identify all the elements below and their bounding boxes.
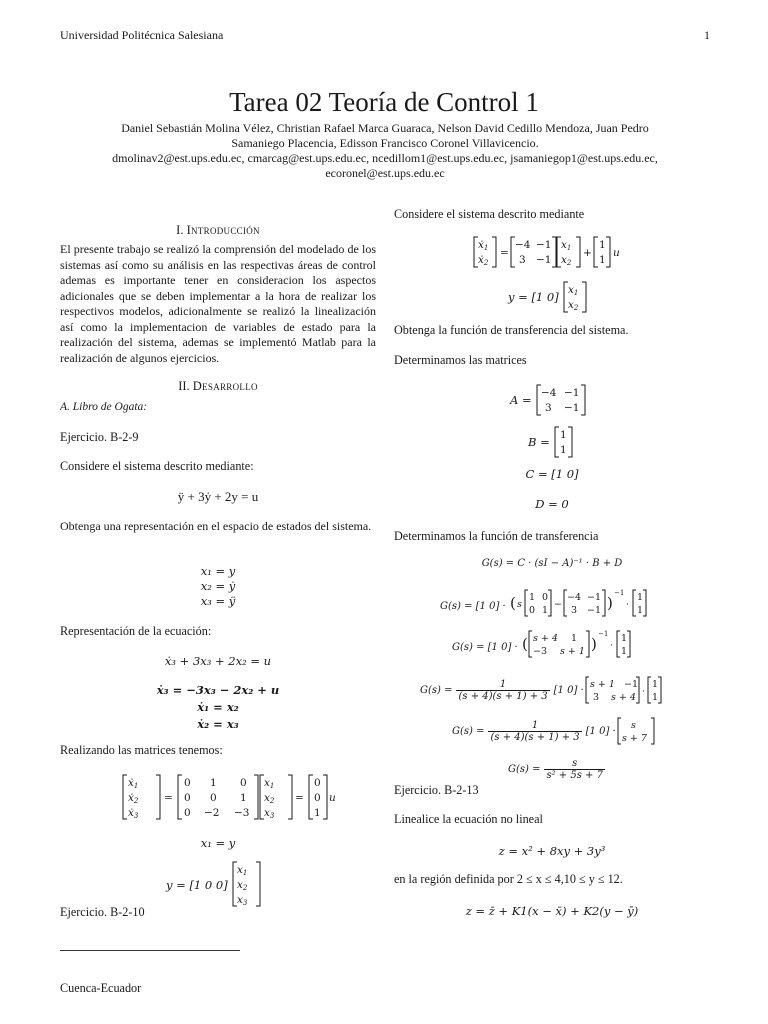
fraction-numerator: 1 (488, 720, 581, 732)
tf-step-1 (440, 586, 680, 620)
svg-text:·: · (625, 599, 629, 610)
body-text: Determinamos las matrices (394, 353, 527, 367)
state-space-matrix-equation (118, 772, 318, 822)
svg-text:=: = (164, 792, 173, 804)
matrix-d-definition: D = 0 (535, 497, 569, 511)
body-text: en la región definida por 2 ≤ x ≤ 4,10 ≤ y ≤ 12. (394, 872, 623, 886)
tf-step-4 (452, 714, 656, 748)
fraction-denominator: s² + 5s + 7 (546, 770, 603, 781)
svg-text:0: 0 (541, 592, 548, 603)
svg-text:0: 0 (184, 792, 191, 804)
section-number: I. (176, 223, 184, 237)
svg-text:−1: −1 (563, 387, 580, 399)
body-text: Realizando las matrices tenemos: (60, 743, 223, 757)
svg-text:1: 1 (651, 692, 658, 703)
svg-text:−: − (553, 599, 562, 610)
equation-prefix: G(s) = (508, 764, 541, 775)
svg-text:x2: x2 (236, 879, 248, 892)
ode-equation: ÿ + 3ẏ + 2y = u (177, 489, 259, 504)
tf-step-2 (452, 627, 652, 661)
svg-text:): ) (606, 594, 613, 612)
svg-text:0: 0 (314, 777, 321, 789)
section-number: II. (178, 379, 190, 393)
exercise-label: Ejercicio. B-2-13 (394, 783, 479, 797)
matrix-a-definition (510, 383, 586, 417)
paper-title: Tarea 02 Teoría de Control 1 (229, 87, 539, 117)
svg-text:x1: x1 (236, 864, 248, 877)
svg-text:ẋ1: ẋ1 (478, 239, 489, 252)
matrix-a (536, 383, 586, 417)
exercise-label: Ejercicio. B-2-9 (60, 430, 139, 444)
body-text: Linealice la ecuación no lineal (394, 812, 543, 826)
svg-text:0: 0 (184, 777, 191, 789)
svg-text:x1: x1 (264, 777, 275, 790)
state-equation-2x2 (470, 234, 640, 270)
svg-text:0: 0 (240, 777, 247, 789)
body-text: Obtenga la función de transferencia del sistema. (394, 323, 629, 337)
emails-line-1: dmolinav2@est.ups.edu.ec, cmarcag@est.ups.edu.ec, ncedillom1@est.ups.edu.ec, jsamaniegop1@est.ups.edu.ec, (112, 151, 658, 165)
svg-text:3: 3 (570, 605, 577, 616)
svg-text:3: 3 (544, 402, 552, 414)
equation-prefix: y = [1 0 0] (166, 878, 228, 892)
subsection-heading: A. Libro de Ogata: (60, 401, 148, 413)
svg-text:−4: −4 (540, 387, 557, 399)
svg-text:0: 0 (314, 792, 321, 804)
svg-text:·: · (609, 640, 613, 651)
svg-text:1: 1 (599, 254, 606, 266)
svg-text:1: 1 (636, 592, 643, 603)
svg-text:1: 1 (240, 792, 247, 804)
equation-prefix: G(s) = [1 0] · (440, 601, 506, 612)
svg-text:1: 1 (559, 429, 567, 441)
svg-text:1: 1 (636, 605, 643, 616)
svg-text:1: 1 (651, 679, 658, 690)
running-header: Universidad Politécnica Salesiana (60, 28, 224, 42)
svg-text:ẋ2: ẋ2 (478, 254, 489, 267)
fraction-numerator: 1 (456, 679, 549, 691)
svg-text:−1: −1 (536, 254, 552, 266)
svg-text:ẋ2: ẋ2 (128, 792, 139, 805)
svg-text:): ) (590, 635, 597, 653)
tf-step-4-vector (616, 714, 656, 748)
exercise-label: Ejercicio. B-2-10 (60, 905, 145, 919)
matrix-b-definition (528, 425, 574, 459)
svg-text:s + 4: s + 4 (532, 633, 558, 644)
authors-block (90, 121, 680, 181)
svg-text:−1: −1 (613, 589, 625, 597)
svg-text:·: · (641, 686, 645, 697)
fraction (456, 679, 549, 702)
svg-text:1: 1 (210, 777, 217, 789)
svg-text:=: = (295, 792, 304, 804)
svg-text:−3: −3 (234, 807, 250, 819)
tf-step-3 (420, 673, 664, 707)
svg-text:u: u (613, 247, 620, 259)
state-variables (60, 564, 376, 609)
svg-text:−1: −1 (586, 592, 601, 603)
output-equation-2x2 (508, 280, 587, 314)
svg-text:s: s (516, 599, 522, 610)
svg-text:1: 1 (541, 605, 548, 616)
svg-text:−1: −1 (563, 402, 580, 414)
svg-text:x2: x2 (264, 792, 275, 805)
svg-text:u: u (329, 792, 336, 804)
input-matrix-b (308, 772, 344, 822)
equation-mid: [1 0] · (585, 725, 616, 737)
svg-text:s: s (630, 720, 636, 731)
tf-step-3-matrices (584, 673, 664, 707)
equation-line: x₁ = y (200, 564, 236, 578)
footer-location: Cuenca-Ecuador (60, 981, 142, 995)
matrix-b (554, 425, 574, 459)
body-text: Determinamos la función de transferencia (394, 529, 599, 543)
svg-text:x1: x1 (567, 284, 579, 297)
svg-text:+: + (583, 247, 592, 259)
svg-text:ẋ1: ẋ1 (128, 777, 139, 790)
svg-text:(: ( (521, 635, 528, 653)
svg-text:−1: −1 (623, 679, 638, 690)
tf-step-1-matrices (510, 586, 680, 620)
svg-text:1: 1 (570, 633, 577, 644)
svg-text:x2: x2 (561, 254, 572, 267)
svg-text:x3: x3 (236, 894, 248, 907)
svg-text:0: 0 (210, 792, 217, 804)
svg-text:x1: x1 (561, 239, 572, 252)
svg-text:1: 1 (620, 633, 627, 644)
state-vector-x (232, 860, 262, 908)
tf-step-2-matrices (522, 627, 652, 661)
body-text: Considere el sistema descrito mediante: (60, 459, 254, 473)
footnote-rule (60, 950, 240, 951)
equation-line: ẋ₁ = x₂ (197, 700, 239, 714)
svg-text:(: ( (509, 594, 516, 612)
equation-line: ẋ₃ = −3x₃ − 2x₂ + u (156, 683, 280, 697)
intro-paragraph: El presente trabajo se realizó la comprensión del modelado de los sistemas así como su análisis en las respectivas áreas de control ademas es importante tener en consideracion los aspectos adicionales que se deben implementar a la hora de realizar los respectivos modelos, adicionalmente se realizó la linealización así como la implementacion de variables de estado para la realización del sistema, ademas se implementó Matlab para la realización de algunos ejercicios. (60, 242, 376, 365)
svg-text:ẋ3: ẋ3 (128, 807, 139, 820)
svg-text:s + 7: s + 7 (621, 733, 647, 744)
section-title: Introducción (186, 223, 260, 237)
svg-text:0: 0 (528, 605, 535, 616)
svg-text:−4: −4 (566, 592, 581, 603)
equation-prefix: G(s) = [1 0] · (452, 642, 518, 653)
equation-prefix: G(s) = (452, 725, 485, 737)
svg-text:−1: −1 (536, 239, 552, 251)
svg-text:−2: −2 (204, 807, 220, 819)
svg-text:=: = (500, 247, 509, 259)
section-heading-desarrollo (60, 379, 376, 394)
equation-prefix: G(s) = (420, 684, 453, 696)
equation-prefix: A = (510, 393, 532, 407)
svg-text:3: 3 (592, 692, 599, 703)
fraction (488, 720, 581, 743)
fraction (544, 758, 604, 781)
svg-text:−4: −4 (515, 239, 531, 251)
authors-line-1: Daniel Sebastián Molina Vélez, Christian Rafael Marca Guaraca, Nelson David Cedillo Mendoza, Juan Pedro (121, 121, 649, 135)
fraction-denominator: (s + 4)(s + 1) + 3 (458, 690, 548, 702)
body-text: Obtenga una representación en el espacio de estados del sistema. (60, 519, 372, 533)
linearized-equation: z = z̄ + K1(x − x̄) + K2(y − ȳ) (465, 904, 639, 918)
equation-mid: [1 0] · (553, 684, 584, 696)
svg-text:−1: −1 (586, 605, 601, 616)
svg-text:3: 3 (519, 254, 526, 266)
svg-text:s + 1: s + 1 (559, 646, 585, 657)
page-number: 1 (704, 28, 710, 42)
svg-text:1: 1 (620, 646, 627, 657)
equation-line: ẋ₂ = x₃ (197, 717, 239, 731)
emails-line-2: ecoronel@est.ups.edu.ec (325, 166, 445, 180)
svg-text:−1: −1 (597, 630, 609, 638)
tf-final (508, 758, 605, 781)
tf-formula: G(s) = C · (sI − A)⁻¹ · B + D (481, 558, 623, 569)
svg-text:−3: −3 (532, 646, 547, 657)
equation-line: x₂ = ẏ (200, 579, 236, 593)
equation-group (60, 682, 376, 733)
svg-text:x2: x2 (567, 299, 579, 312)
authors-line-2: Samaniego Placencia, Edisson Francisco Coronel Villavicencio. (231, 136, 539, 150)
svg-text:1: 1 (559, 444, 567, 456)
equation-prefix: y = [1 0] (508, 290, 559, 304)
body-text: Considere el sistema descrito mediante (394, 207, 585, 221)
fraction-numerator: s (544, 758, 604, 770)
svg-text:1: 1 (314, 807, 321, 819)
fraction-denominator: (s + 4)(s + 1) + 3 (490, 731, 580, 743)
equation: x₁ = y (200, 836, 236, 850)
svg-text:s + 4: s + 4 (610, 692, 636, 703)
body-text: Representación de la ecuación: (60, 624, 212, 638)
state-vector-x (563, 280, 587, 314)
output-equation (166, 860, 262, 908)
svg-text:0: 0 (184, 807, 191, 819)
section-title: Desarrollo (192, 379, 258, 393)
nonlinear-equation: z = x² + 8xy + 3y³ (498, 844, 606, 858)
section-heading-intro (60, 223, 376, 238)
equation: ẋ₃ + 3x₃ + 2x₂ = u (164, 654, 272, 668)
svg-text:s + 1: s + 1 (589, 679, 615, 690)
svg-text:1: 1 (528, 592, 535, 603)
svg-text:x3: x3 (264, 807, 275, 820)
equation-line: x₃ = ÿ (200, 594, 236, 608)
equation-prefix: B = (528, 435, 550, 449)
svg-text:1: 1 (599, 239, 606, 251)
matrix-c-definition: C = [1 0] (525, 467, 579, 481)
